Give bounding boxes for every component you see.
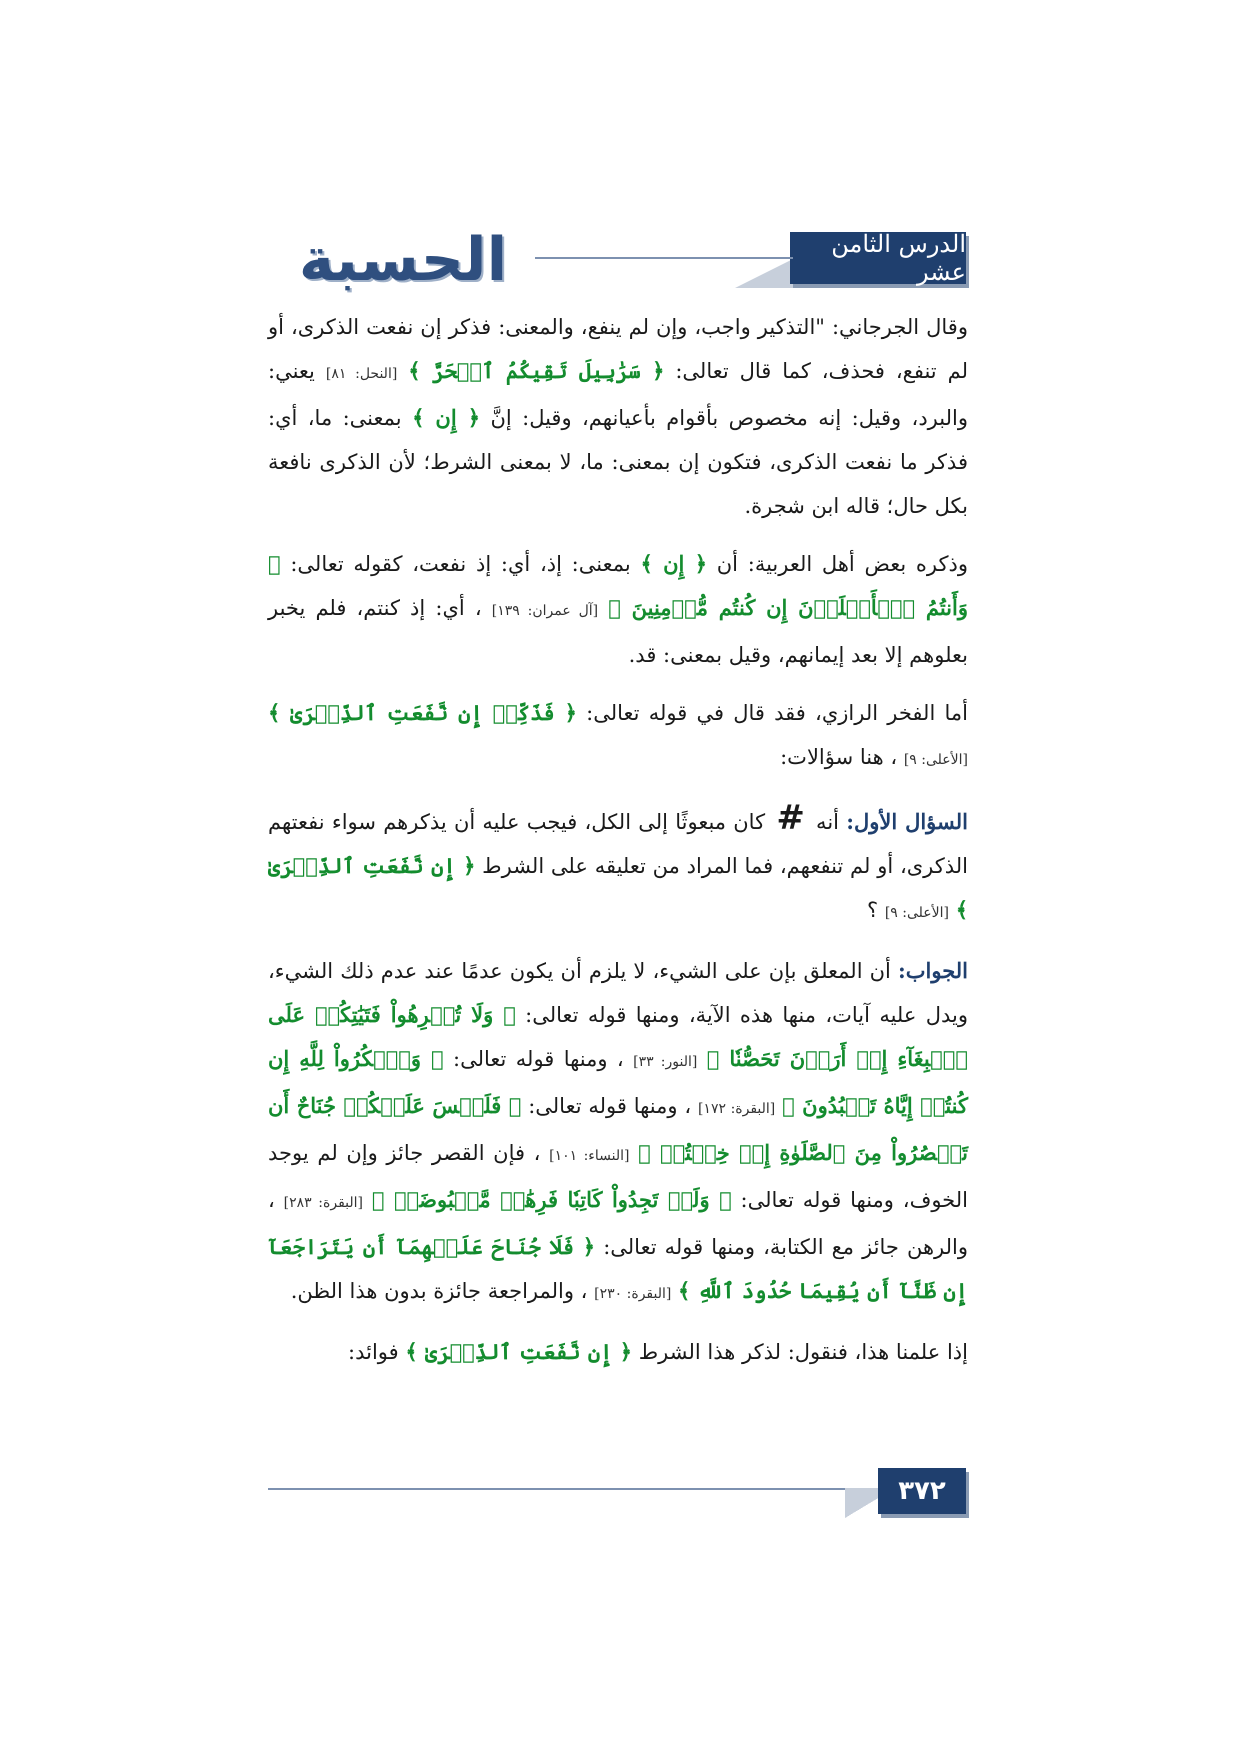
verse-reference: [النساء: ١٠١] (549, 1148, 630, 1164)
quran-verse: ﴿ فَلَيۡسَ عَلَيۡكُمۡ جُنَاحٌ أَن تَقۡصُرُواْ مِنَ ٱلصَّلَوٰةِ إِنۡ خِفۡتُمۡ ﴾ (268, 1093, 968, 1165)
verse-reference: [آل عمران: ١٣٩] (491, 603, 599, 619)
page-body (268, 305, 968, 1388)
quran-verse: ﴿ سَرَٰبِيلَ تَقِيكُمُ ٱلۡحَرَّ ﴾ (408, 358, 665, 383)
quran-verse: ﴿ إِن نَّفَعَتِ ٱلذِّكۡرَىٰ ﴾ (268, 853, 968, 922)
paragraph-text: بمعنى: ما، أي: فذكر ما نفعت الذكرى، فتكون إن بمعنى: ما، لا بمعنى الشرط؛ لأن الذكرى نافعة بكل حال؛ قاله ابن شجرة. (268, 406, 968, 518)
paragraph-2 (268, 542, 968, 677)
quran-verse: ﴿ فَلَا جُنَاحَ عَلَيۡهِمَآ أَن يَتَرَاجَعَآ إِن ظَنَّآ أَن يُقِيمَا حُدُودَ ٱللَّهِ ﴾ (268, 1234, 968, 1303)
lesson-label: الدرس الثامن عشر (790, 232, 966, 284)
verse-reference: [النور: ٣٣] (633, 1054, 698, 1070)
book-title: الحسبة (298, 225, 508, 295)
page-number: ٣٧٢ (878, 1468, 966, 1514)
paragraph-text: ، هنا سؤالات: (780, 745, 898, 769)
paragraph-text: فوائد: (348, 1340, 399, 1364)
paragraph-question-1 (268, 796, 968, 935)
header-divider (535, 257, 793, 259)
footer-divider (268, 1488, 888, 1490)
quran-verse: ﴿ وَلَا تُكۡرِهُواْ فَتَيَٰتِكُمۡ عَلَى ٱلۡبِغَآءِ إِنۡ أَرَدۡنَ تَحَصُّنٗا ﴾ (268, 1002, 968, 1071)
paragraph-text: ، والرهن جائز مع الكتابة، ومنها قوله تعالى: (268, 1188, 968, 1259)
verse-reference: [البقرة: ٢٨٣] (283, 1195, 363, 1211)
paragraph-text: كان مبعوثًا إلى الكل، فيجب عليه أن يذكرهم سواء نفعتهم الذكرى، أو لم تنفعهم، فما المراد من تعليقه على الشرط (268, 810, 968, 878)
verse-reference: [النحل: ٨١] (325, 366, 398, 382)
quran-verse: ﴿ وَأَنتُمُ ٱلۡأَعۡلَوۡنَ إِن كُنتُم مُّؤۡمِنِينَ ﴾ (268, 551, 969, 620)
verse-reference: [البقرة: ١٧٢] (697, 1101, 776, 1117)
paragraph-3 (268, 691, 968, 782)
verse-reference: [الأعلى: ٩] (884, 905, 949, 921)
quran-verse: ﴿ إِن ﴾ (640, 551, 708, 576)
lesson-box-shadow (735, 258, 795, 288)
paragraph-text: ، ومنها قوله تعالى: (443, 1047, 624, 1071)
paragraph-conclusion (268, 1330, 968, 1374)
quran-verse: ﴿ وَٱشۡكُرُواْ لِلَّهِ إِن كُنتُمۡ إِيَّاهُ تَعۡبُدُونَ ﴾ (268, 1046, 968, 1118)
paragraph-text: ؟ (866, 898, 879, 922)
quran-verse: ﴿ إِن نَّفَعَتِ ٱلذِّكۡرَىٰ ﴾ (405, 1339, 633, 1364)
paragraph-answer (268, 949, 968, 1316)
paragraph-text: ، فإن القصر جائز وإن لم يوجد الخوف، ومنها قوله تعالى: (268, 1141, 968, 1212)
quran-verse: ﴿ وَلَمۡ تَجِدُواْ كَاتِبٗا فَرِهَٰنٞ مَّقۡبُوضَةٞ ﴾ (371, 1187, 732, 1212)
honorific-symbol: # (776, 798, 805, 838)
answer-label: الجواب: (898, 958, 968, 983)
paragraph-text: أما الفخر الرازي، فقد قال في قوله تعالى: (576, 701, 968, 725)
paragraph-text: ، أي: إذ كنتم، فلم يخبر بعلوهم إلا بعد إيمانهم، وقيل بمعنى: قد. (268, 596, 968, 667)
question-label: السؤال الأول: (846, 809, 968, 834)
paragraph-text: وقال الجرجاني: "التذكير واجب، وإن لم ينفع، والمعنى: فذكر إن نفعت الذكرى، أو لم تنفع، فحذف، كما قال تعالى: (268, 315, 968, 383)
paragraph-text: ، والمراجعة جائزة بدون هذا الظن. (290, 1279, 588, 1303)
quran-verse: ﴿ إِن ﴾ (412, 405, 481, 430)
paragraph-1 (268, 305, 968, 528)
paragraph-text: بمعنى: إذ، أي: إذ نفعت، كقوله تعالى: (280, 552, 631, 576)
quran-verse: ﴿ فَذَكِّرۡ إِن نَّفَعَتِ ٱلذِّكۡرَىٰ ﴾ (268, 700, 577, 725)
paragraph-text: وذكره بعض أهل العربية: أن (707, 552, 968, 576)
paragraph-text: أن المعلق بإن على الشيء، لا يلزم أن يكون عدمًا عند عدم ذلك الشيء، ويدل عليه آيات، منها هذه الآية، ومنها قوله تعالى: (268, 959, 968, 1027)
paragraph-text: ، ومنها قوله تعالى: (521, 1094, 692, 1118)
verse-reference: [الأعلى: ٩] (903, 752, 968, 768)
paragraph-text: إذا علمنا هذا، فنقول: لذكر هذا الشرط (632, 1340, 968, 1364)
verse-reference: [البقرة: ٢٣٠] (594, 1286, 672, 1302)
paragraph-text: أنه (808, 810, 839, 834)
paragraph-text: يعني: والبرد، وقيل: إنه مخصوص بأقوام بأعيانهم، وقيل: إنَّ (268, 359, 968, 430)
